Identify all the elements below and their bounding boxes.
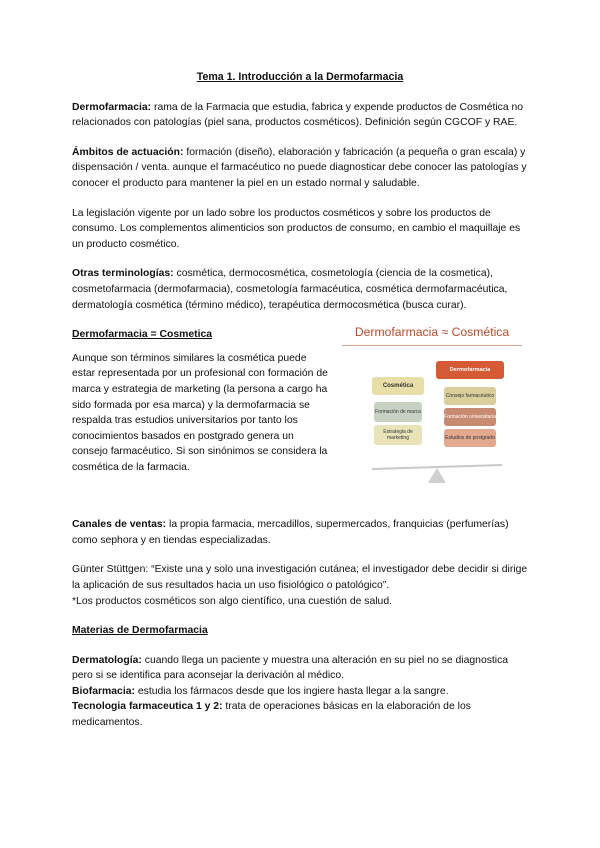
balance-figure (342, 325, 522, 495)
balance-fulcrum (428, 468, 446, 483)
section-heading: Dermofarmacia = Cosmetica (72, 329, 213, 341)
left-item-box: Formación de marca (374, 402, 422, 422)
term-text: la propia farmacia, mercadillos, supermercados, franquicias (perfumerías) como sephora y en tiendas especializadas. (72, 519, 509, 546)
note-text: *Los productos cosméticos son algo científico, una cuestión de salud. (72, 595, 392, 607)
left-item-box: Estrategia de marketing (374, 425, 422, 445)
term-label: Canales de ventas: (72, 519, 167, 531)
term-text: formación (diseño), elaboración y fabricación (a pequeña o gran escala) y dispensación / venta. aunque el farmacéutico no puede diagnosticar debe conocer las patologías y conocer el producto para mantener la piel en un estado normal y saludable. (72, 146, 527, 189)
paragraph-otras-terminologias (72, 266, 528, 313)
page-title: Tema 1. Introducción a la Dermofarmacia (196, 71, 404, 83)
left-header-box: Cosmética (372, 377, 424, 395)
term-label: Dermatología: (72, 654, 142, 666)
figure-rule (342, 345, 522, 346)
paragraph-ambitos (72, 145, 528, 192)
right-item-box: Estudios de postgrado (444, 429, 496, 447)
paragraph-dermofarmacia (72, 100, 528, 131)
figure-title: Dermofarmacia ≈ Cosmética (354, 325, 510, 340)
section-dermofarmacia-cosmetica (72, 327, 528, 517)
paragraph-canales (72, 517, 528, 548)
right-item-box: Consejo farmacéutico (444, 387, 496, 405)
term-label: Biofarmacia: (72, 685, 135, 697)
materias-list (72, 653, 528, 731)
term-text: rama de la Farmacia que estudia, fabrica y expende productos de Cosmética no relacionados con patologías (piel sana, productos cosméticos). Definición según CGCOF y RAE. (72, 101, 524, 129)
term-text: cuando llega un paciente y muestra una alteración en su piel no se diagnostica pero si se identifica para aconsejar la derivación al médico. (72, 654, 509, 682)
term-text: cosmética, dermocosmética, cosmetología (ciencia de la cosmetica), cosmetofarmacia (dermofarmacia), cosmetología farmacéutica, cosmética dermofarmacéutica, dermatología cosmética (término médico), terapéutica dermocosmética (busca curar). (72, 268, 508, 311)
paragraph-legislacion: La legislación vigente por un lado sobre los productos cosméticos y sobre los productos de consumo. Los complementos alimenticios son productos de consumo, en cambio el maquillaje es un producto cosmético. (72, 207, 521, 250)
term-label: Dermofarmacia: (72, 101, 152, 113)
quote-text: Günter Stüttgen: “Existe una y solo una investigación cutánea; el investigador debe decidir si dirige la aplicación de sus resultados hacia un uso fisiológico o patológico”. (72, 564, 528, 591)
term-text: estudia los fármacos desde que los ingiere hasta llegar a la sangre. (134, 685, 449, 697)
right-item-box: Formación universitaria (444, 408, 496, 426)
list-item (72, 653, 528, 684)
list-item (72, 684, 528, 700)
right-header-box: Dermofarmacia (436, 361, 504, 379)
term-text: trata de operaciones básicas en la elaboración de los medicamentos. (72, 701, 471, 729)
term-label: Tecnologia farmaceutica 1 y 2: (72, 701, 223, 713)
materias-heading: Materias de Dermofarmacia (72, 625, 208, 637)
after-figure-content (72, 517, 528, 731)
document-page (72, 70, 528, 731)
paragraph-gunter (72, 562, 528, 609)
list-item (72, 699, 528, 730)
section-body: Aunque son términos similares la cosmética puede estar representada por un profesional con formación de marca y estrategia de marketing (la persona a cargo ha sido formada por esa marca) y la dermofarmacia se respalda tras estudios universitarios por tanto los conocimientos basados en postgrado genera un consejo farmacéutico. Si son sinónimos se considera la cosmética de la farmacia. (72, 352, 328, 473)
term-label: Ámbitos de actuación: (72, 146, 184, 158)
term-label: Otras terminologías: (72, 268, 174, 280)
section-text-column (72, 327, 330, 475)
